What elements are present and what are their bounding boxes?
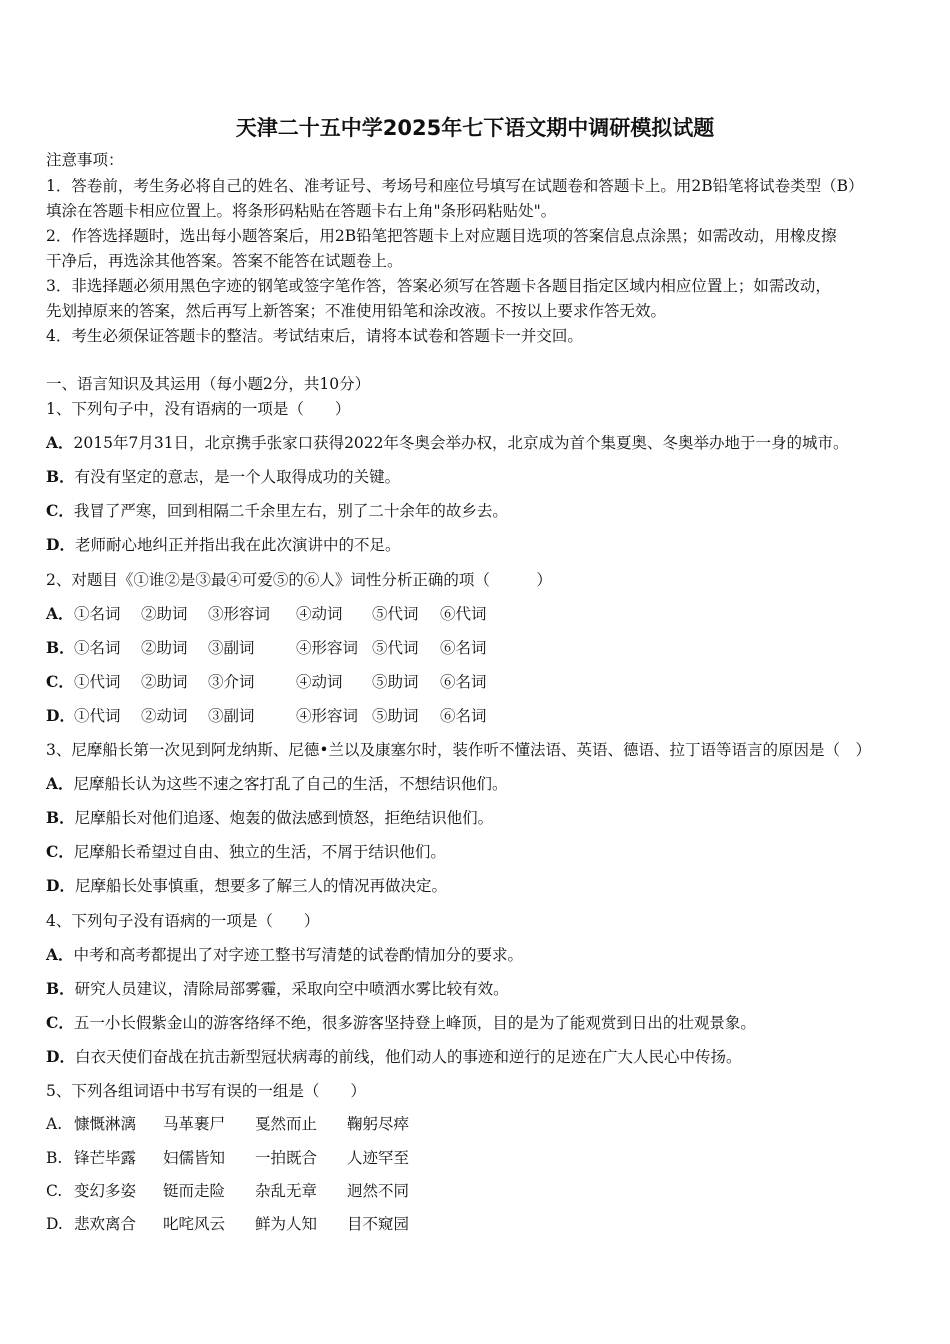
option-label: C. — [46, 1182, 63, 1200]
option-item: ④动词 — [296, 605, 343, 623]
notice-line: 填涂在答题卡相应位置上。将条形码粘贴在答题卡右上角"条形码粘贴处"。 — [46, 202, 557, 220]
notice-line: 4．考生必须保证答题卡的整洁。考试结束后，请将本试卷和答题卡一并交回。 — [46, 327, 583, 345]
option-label: C． — [46, 501, 74, 520]
option-label: D． — [46, 1047, 75, 1066]
option-label: B． — [46, 808, 75, 827]
option-text: 尼摩船长希望过自由、独立的生活，不屑于结识他们。 — [73, 843, 446, 861]
page-title: 天津二十五中学2025年七下语文期中调研模拟试题 — [235, 116, 715, 140]
option-row — [46, 1047, 926, 1067]
option-row — [46, 1181, 926, 1201]
option-row — [46, 774, 926, 794]
option-item: ③副词 — [208, 707, 255, 725]
option-label: B． — [46, 638, 75, 657]
option-item: 妇儒皆知 — [163, 1149, 226, 1167]
notice-line: 3．非选择题必须用黑色字迹的钢笔或签字笔作答，答案必须写在答题卡各题目指定区域内相应位置上；如需改动， — [46, 277, 831, 295]
option-item: 马革裹尸 — [163, 1115, 226, 1133]
option-item: ⑥名词 — [440, 639, 487, 657]
option-row — [46, 501, 926, 521]
option-item: 一拍既合 — [255, 1149, 318, 1167]
option-text: 2015年7月31日，北京携手张家口获得2022年冬奥会举办权，北京成为首个集夏奥、冬奥举办地于一身的城市。 — [73, 434, 849, 452]
option-label: A． — [46, 433, 74, 452]
option-row — [46, 604, 926, 624]
option-label: B． — [46, 979, 75, 998]
option-row — [46, 1114, 926, 1134]
option-item: ⑤助词 — [372, 673, 419, 691]
option-item: 鲜为人知 — [255, 1215, 318, 1233]
option-label: D. — [46, 1215, 63, 1233]
option-item: ③副词 — [208, 639, 255, 657]
option-text: 白衣天使们奋战在抗击新型冠状病毒的前线，他们动人的事迹和逆行的足迹在广大人民心中传扬。 — [74, 1048, 742, 1066]
option-text: 我冒了严寒，回到相隔二千余里左右，别了二十余年的故乡去。 — [73, 502, 508, 520]
option-text: 中考和高考都提出了对字迹工整书写清楚的试卷酌情加分的要求。 — [73, 946, 524, 964]
option-item: ⑤助词 — [372, 707, 419, 725]
option-text: 尼摩船长处事慎重，想要多了解三人的情况再做决定。 — [74, 877, 447, 895]
option-row — [46, 467, 926, 487]
option-row — [46, 638, 926, 658]
option-item: 戛然而止 — [255, 1115, 318, 1133]
option-item: ⑥名词 — [440, 707, 487, 725]
option-item: ⑥代词 — [440, 605, 487, 623]
notice-heading: 注意事项： — [46, 151, 124, 169]
option-row — [46, 672, 926, 692]
option-label: A． — [46, 604, 74, 623]
option-item: 悲欢离合 — [74, 1215, 137, 1233]
option-item: 慷慨淋漓 — [74, 1115, 137, 1133]
option-label: C． — [46, 842, 74, 861]
option-item: 人迹罕至 — [347, 1149, 410, 1167]
option-text: 老师耐心地纠正并指出我在此次演讲中的不足。 — [74, 536, 401, 554]
option-row — [46, 842, 926, 862]
option-label: D． — [46, 535, 75, 554]
option-label: B． — [46, 467, 75, 486]
option-item: 变幻多姿 — [74, 1182, 137, 1200]
option-text: 尼摩船长对他们追逐、炮轰的做法感到愤怒，拒绝结识他们。 — [74, 809, 494, 827]
section-heading: 一、语言知识及其运用（每小题2分，共10分） — [46, 375, 371, 393]
option-label: A． — [46, 774, 74, 793]
question-stem: 3、尼摩船长第一次见到阿龙纳斯、尼德•兰以及康塞尔时，装作听不懂法语、英语、德语、拉丁语等语言的原因是（ ） — [46, 741, 872, 759]
option-item: 迥然不同 — [347, 1182, 410, 1200]
option-label: B. — [46, 1149, 63, 1167]
option-item: ②助词 — [141, 639, 188, 657]
option-row — [46, 535, 926, 555]
option-item: ④动词 — [296, 673, 343, 691]
notice-line: 1．答卷前，考生务必将自己的姓名、准考证号、考场号和座位号填写在试题卷和答题卡上。用2B铅笔将试卷类型（B） — [46, 177, 864, 195]
option-item: ⑤代词 — [372, 639, 419, 657]
option-label: A. — [46, 1115, 63, 1133]
option-item: ②助词 — [141, 605, 188, 623]
option-label: C． — [46, 672, 74, 691]
option-item: ④形容词 — [296, 707, 359, 725]
option-item: ③介词 — [208, 673, 255, 691]
option-row — [46, 433, 926, 453]
question-stem: 4、下列句子没有语病的一项是（ ） — [46, 912, 320, 930]
option-row — [46, 876, 926, 896]
option-label: C． — [46, 1013, 74, 1032]
option-item: 杂乱无章 — [255, 1182, 318, 1200]
option-item: ③形容词 — [208, 605, 271, 623]
option-item: 目不窥园 — [347, 1215, 410, 1233]
option-item: 鞠躬尽瘁 — [347, 1115, 410, 1133]
option-row — [46, 945, 926, 965]
option-item: ①名词 — [74, 639, 121, 657]
option-row — [46, 706, 926, 726]
option-item: ①代词 — [74, 707, 121, 725]
option-row — [46, 979, 926, 999]
option-row — [46, 1148, 926, 1168]
option-text: 研究人员建议，清除局部雾霾，采取向空中喷洒水雾比较有效。 — [74, 980, 509, 998]
option-item: ①代词 — [74, 673, 121, 691]
option-text: 有没有坚定的意志，是一个人取得成功的关键。 — [74, 468, 401, 486]
option-row — [46, 1013, 926, 1033]
option-item: ④形容词 — [296, 639, 359, 657]
option-item: ②助词 — [141, 673, 188, 691]
option-text: 尼摩船长认为这些不速之客打乱了自己的生活，不想结识他们。 — [73, 775, 508, 793]
option-item: 铤而走险 — [163, 1182, 226, 1200]
option-label: A． — [46, 945, 74, 964]
option-row — [46, 1214, 926, 1234]
option-text: 五一小长假紫金山的游客络绎不绝，很多游客坚持登上峰顶，目的是为了能观赏到日出的壮观景象。 — [73, 1014, 756, 1032]
option-item: ⑤代词 — [372, 605, 419, 623]
option-label: D． — [46, 706, 75, 725]
option-item: 叱咤风云 — [163, 1215, 226, 1233]
option-item: ②动词 — [141, 707, 188, 725]
option-item: 锋芒毕露 — [74, 1149, 137, 1167]
notice-line: 干净后，再选涂其他答案。答案不能答在试题卷上。 — [46, 252, 403, 270]
option-item: ⑥名词 — [440, 673, 487, 691]
option-label: D． — [46, 876, 75, 895]
question-stem: 5、下列各组词语中书写有误的一组是（ ） — [46, 1082, 366, 1100]
question-stem: 1、下列句子中，没有语病的一项是（ ） — [46, 400, 351, 418]
option-item: ①名词 — [74, 605, 121, 623]
notice-line: 先划掉原来的答案，然后再写上新答案；不准使用铅笔和涂改液。不按以上要求作答无效。 — [46, 302, 667, 320]
notice-line: 2．作答选择题时，选出每小题答案后，用2B铅笔把答题卡上对应题目选项的答案信息点涂黑；如需改动，用橡皮擦 — [46, 227, 837, 245]
question-stem: 2、对题目《①谁②是③最④可爱⑤的⑥人》词性分析正确的项（ ） — [46, 571, 552, 589]
option-row — [46, 808, 926, 828]
